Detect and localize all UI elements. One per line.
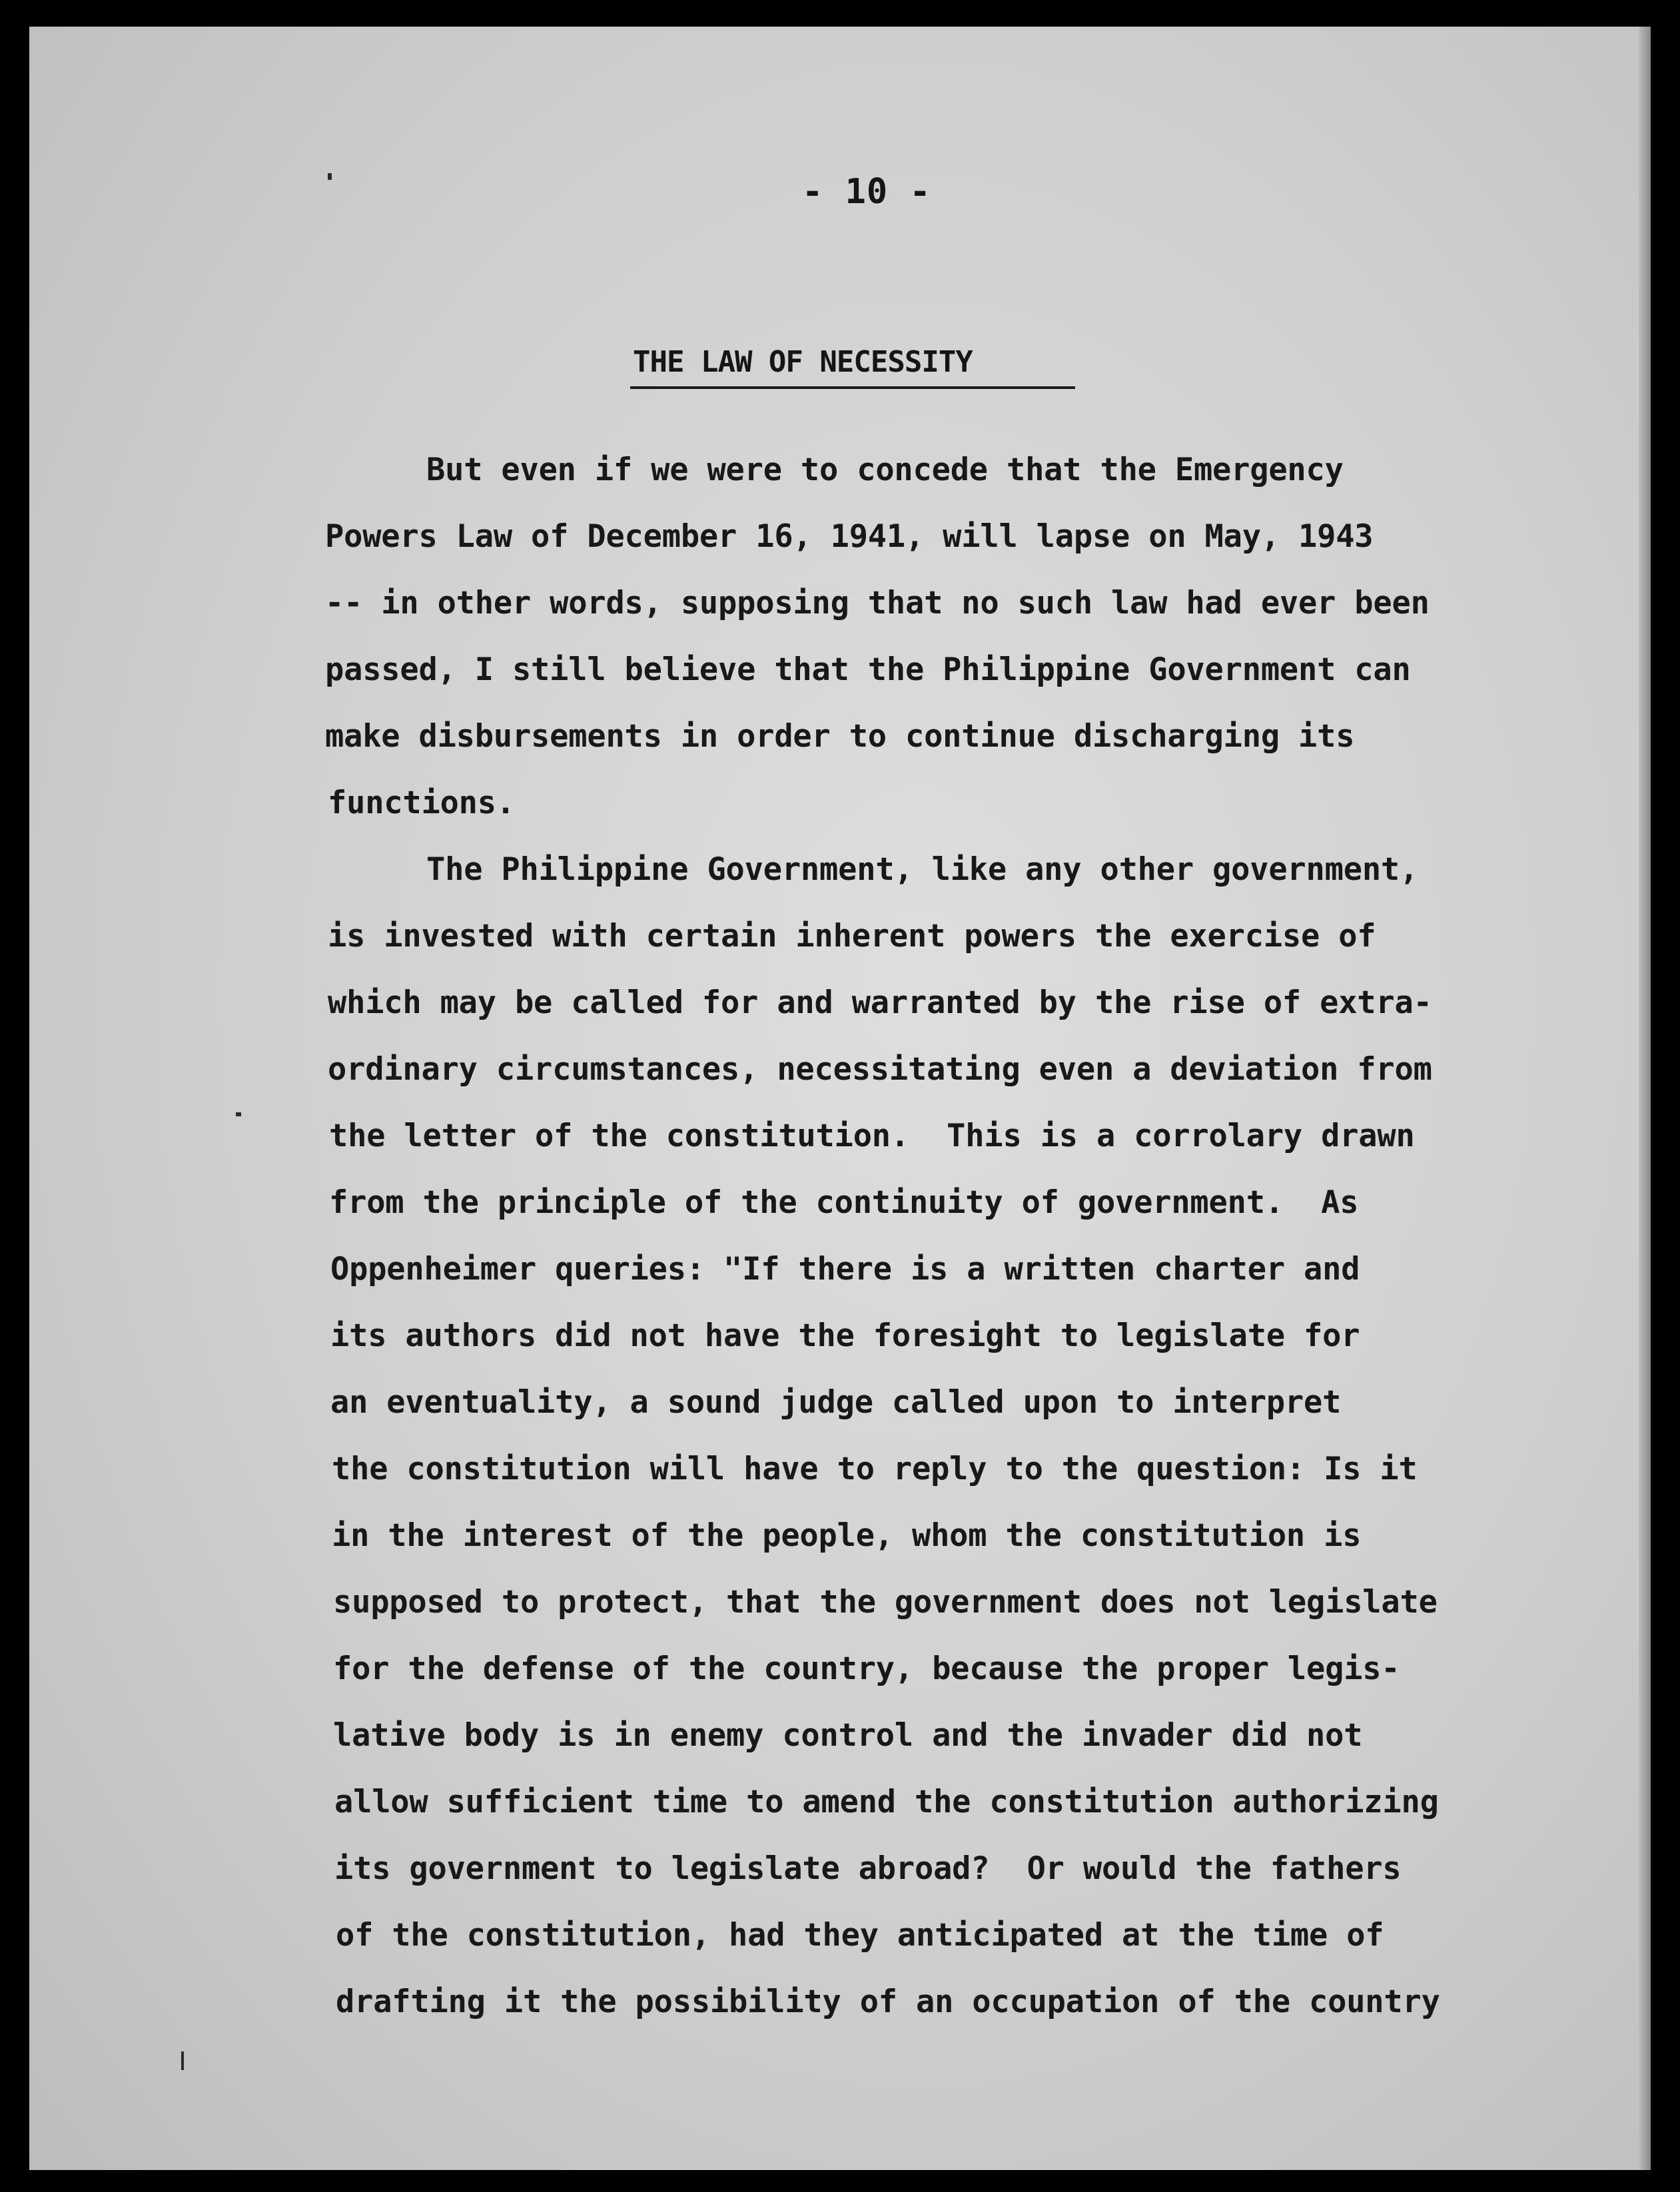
text-line: the constitution will have to reply to the question: Is it xyxy=(332,1451,1418,1487)
text-line: supposed to protect, that the government does not legislate xyxy=(333,1584,1438,1621)
page-number: - 10 - xyxy=(802,172,931,212)
document-page xyxy=(29,27,1651,2170)
heading-underline xyxy=(630,386,1075,389)
text-line: which may be called for and warranted by the rise of extra- xyxy=(328,984,1432,1021)
text-line: for the defense of the country, because the proper legis- xyxy=(333,1650,1400,1687)
text-line: from the principle of the continuity of government. As xyxy=(329,1184,1359,1221)
text-line: the letter of the constitution. This is a corrolary drawn xyxy=(329,1118,1415,1154)
section-heading: THE LAW OF NECESSITY xyxy=(633,345,973,379)
text-line: The Philippine Government, like any other government, xyxy=(426,851,1419,888)
text-line: in the interest of the people, whom the constitution is xyxy=(332,1517,1362,1554)
text-line: ordinary circumstances, necessitating even a deviation from xyxy=(328,1051,1432,1088)
text-line: functions. xyxy=(328,785,515,821)
text-line: make disbursements in order to continue discharging its xyxy=(325,718,1355,755)
scan-speck xyxy=(328,173,332,180)
text-line: But even if we were to concede that the Emergency xyxy=(426,452,1344,488)
text-line: of the constitution, had they anticipated at the time of xyxy=(336,1917,1384,1954)
text-line: lative body is in enemy control and the invader did not xyxy=(333,1717,1363,1754)
text-line: drafting it the possibility of an occupation of the country xyxy=(336,1984,1440,2020)
text-line: passed, I still believe that the Philippine Government can xyxy=(325,651,1411,688)
text-line: its government to legislate abroad? Or would the fathers xyxy=(334,1850,1402,1887)
text-line: Powers Law of December 16, 1941, will lapse on May, 1943 xyxy=(325,518,1374,555)
text-line: -- in other words, supposing that no such law had ever been xyxy=(325,585,1430,621)
text-line: an eventuality, a sound judge called upon to interpret xyxy=(330,1384,1342,1421)
text-line: is invested with certain inherent powers the exercise of xyxy=(328,918,1376,954)
text-line: its authors did not have the foresight to legislate for xyxy=(330,1317,1360,1354)
scan-speck xyxy=(181,2051,184,2070)
text-line: allow sufficient time to amend the constitution authorizing xyxy=(334,1784,1439,1820)
paper-edge xyxy=(1639,27,1651,2170)
text-line: Oppenheimer queries: "If there is a written charter and xyxy=(330,1251,1360,1287)
scan-speck xyxy=(236,1112,241,1116)
